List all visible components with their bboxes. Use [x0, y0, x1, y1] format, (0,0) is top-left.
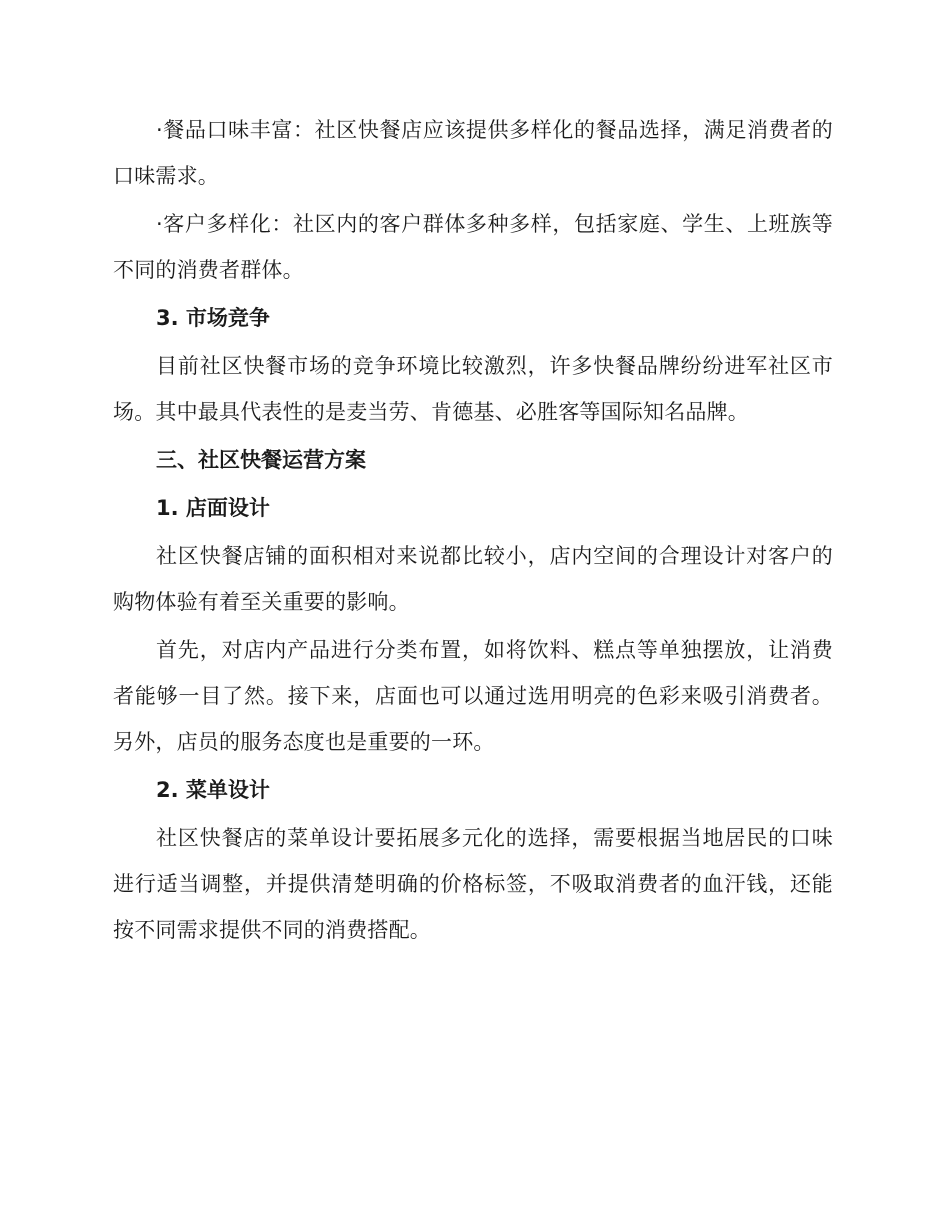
paragraph-menu: 社区快餐店的菜单设计要拓展多元化的选择，需要根据当地居民的口味进行适当调整，并提供清楚明确的价格标签，不吸取消费者的血汗钱，还能按不同需求提供不同的消费搭配。	[113, 826, 833, 942]
bullet-text: 餐品口味丰富：社区快餐店应该提供多样化的餐品选择，满足消费者的口味需求。	[113, 118, 833, 188]
paragraph-store-space: 社区快餐店铺的面积相对来说都比较小，店内空间的合理设计对客户的购物体验有着至关重要的影响。	[113, 544, 833, 614]
bullet-item-customers	[113, 201, 833, 293]
paragraph-competition: 目前社区快餐市场的竞争环境比较激烈，许多快餐品牌纷纷进军社区市场。其中最具代表性的是麦当劳、肯德基、必胜客等国际知名品牌。	[113, 354, 833, 424]
bullet-marker: ·	[156, 212, 163, 236]
bullet-marker: ·	[156, 118, 163, 142]
bullet-item-taste	[113, 107, 833, 199]
bullet-text: 客户多样化：社区内的客户群体多种多样，包括家庭、学生、上班族等不同的消费者群体。	[113, 212, 833, 282]
heading-market-competition: 3. 市场竞争	[156, 306, 270, 330]
heading-menu-design: 2. 菜单设计	[156, 778, 270, 802]
document-body	[113, 107, 833, 955]
heading-operation-plan: 三、社区快餐运营方案	[156, 448, 366, 472]
paragraph-store-layout: 首先，对店内产品进行分类布置，如将饮料、糕点等单独摆放，让消费者能够一目了然。接下来，店面也可以通过选用明亮的色彩来吸引消费者。另外，店员的服务态度也是重要的一环。	[113, 638, 833, 754]
heading-store-design: 1. 店面设计	[156, 496, 270, 520]
